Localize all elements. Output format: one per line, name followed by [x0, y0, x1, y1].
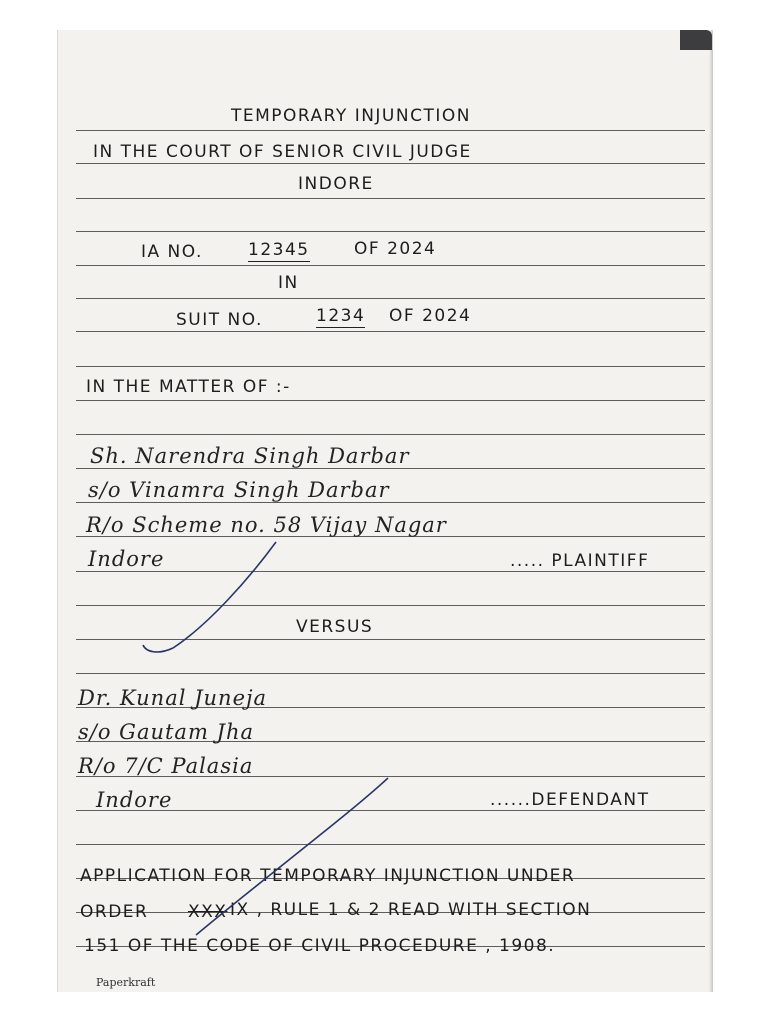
- defendant-role: ......DEFENDANT: [490, 790, 650, 810]
- suit-prefix: SUIT NO.: [176, 310, 263, 330]
- notebook-page: [57, 30, 713, 992]
- defendant-name: Dr. Kunal Juneja: [78, 686, 268, 710]
- brand-logo: Paperkraft: [96, 976, 156, 989]
- in-word: IN: [278, 273, 299, 293]
- document-title: TEMPORARY INJUNCTION: [231, 106, 471, 126]
- application-line-3: 151 OF THE CODE OF CIVIL PROCEDURE , 1908.: [84, 936, 556, 956]
- plaintiff-city: Indore: [88, 547, 165, 571]
- application-line-1: APPLICATION FOR TEMPORARY INJUNCTION UNDER: [80, 866, 576, 886]
- application-struck-text: XXX: [188, 902, 228, 922]
- ia-number: 12345: [248, 240, 310, 260]
- court-city: INDORE: [298, 174, 374, 194]
- ia-year: OF 2024: [354, 239, 437, 259]
- versus-label: VERSUS: [296, 617, 374, 637]
- defendant-relation: s/o Gautam Jha: [78, 720, 255, 744]
- plaintiff-name: Sh. Narendra Singh Darbar: [90, 444, 410, 468]
- court-line: IN THE COURT OF SENIOR CIVIL JUDGE: [93, 142, 472, 162]
- plaintiff-role: ..... PLAINTIFF: [510, 551, 650, 571]
- application-line-2-order: ORDER: [80, 902, 149, 922]
- ia-prefix: IA NO.: [141, 242, 203, 262]
- suit-year: OF 2024: [389, 306, 472, 326]
- suit-number: 1234: [316, 306, 366, 326]
- plaintiff-address: R/o Scheme no. 58 Vijay Nagar: [86, 513, 447, 537]
- matter-heading: IN THE MATTER OF :-: [86, 377, 291, 397]
- defendant-city: Indore: [96, 788, 173, 812]
- plaintiff-relation: s/o Vinamra Singh Darbar: [88, 478, 390, 502]
- plaintiff-pen-stroke: [143, 542, 276, 652]
- notebook-cover-corner: [680, 30, 712, 50]
- pen-strike-marks: [58, 30, 713, 992]
- defendant-pen-stroke: [196, 778, 388, 935]
- application-line-2-rest: IX , RULE 1 & 2 READ WITH SECTION: [230, 900, 592, 920]
- defendant-address: R/o 7/C Palasia: [78, 754, 254, 778]
